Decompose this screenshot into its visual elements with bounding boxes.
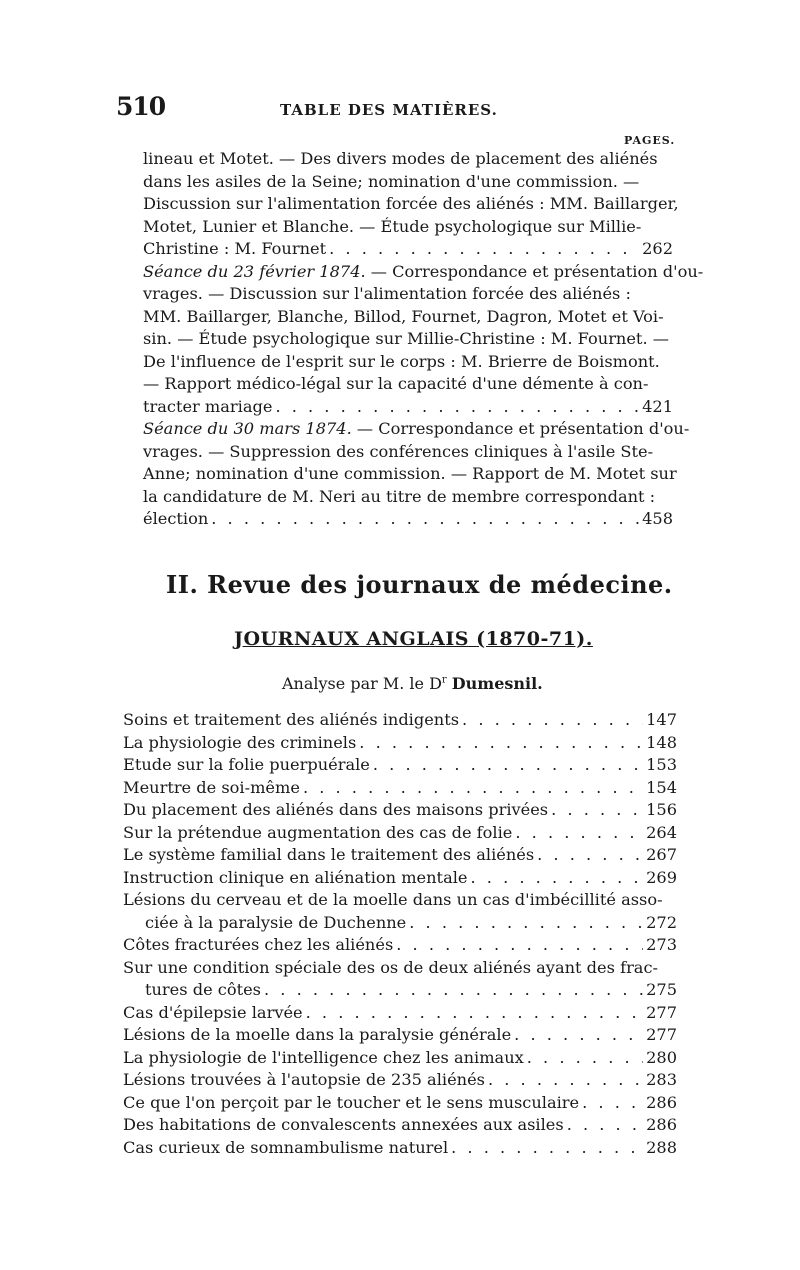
analyst-prefix: Analyse par M. le D — [282, 674, 442, 693]
subheading — [234, 628, 593, 650]
session-text-line: sin. — Étude psychologique sur Millie-Christine : M. Fournet. — — [143, 329, 669, 348]
toc-entry-page: 148 — [646, 732, 677, 752]
toc-entry — [123, 1002, 677, 1025]
toc-entry-page: 286 — [646, 1115, 677, 1135]
toc-entry-line — [123, 1002, 677, 1025]
toc-entry-page: 147 — [646, 710, 677, 729]
session-2-line — [143, 396, 673, 419]
toc-entry — [123, 1047, 677, 1070]
subheading-years: (1870-71). — [476, 628, 593, 650]
session-text-line: Discussion sur l'alimentation forcée des aliénés : MM. Baillarger, — [143, 194, 679, 213]
page-number: 510 — [116, 92, 166, 121]
toc-entry-title: Ce que l'on perçoit par le toucher et le sens musculaire — [123, 1092, 580, 1112]
session-text-line: De l'influence de l'esprit sur le corps : M. Brierre de Boismont. — [143, 351, 660, 371]
toc-entry-page: 277 — [646, 1025, 677, 1045]
toc-entry-title: Cas d'épilepsie larvée — [123, 1002, 303, 1022]
toc-entry-cont-line — [123, 979, 677, 1002]
toc-entry-line — [123, 777, 677, 800]
toc-entry-title: Lésions trouvées à l'autopsie de 235 aliénés — [123, 1070, 485, 1090]
subheading-title: JOURNAUX ANGLAIS — [234, 628, 469, 650]
analyst-line — [282, 674, 543, 693]
session-text-line: Motet, Lunier et Blanche. — Étude psychologique sur Millie- — [143, 216, 642, 236]
toc-entry-page: 154 — [646, 777, 677, 797]
session-date: Séance du 23 février 1874. — [143, 261, 366, 281]
toc-entry — [123, 1092, 677, 1115]
analyst-name: Dumesnil. — [451, 674, 543, 693]
session-text-line: vrages. — Discussion sur l'alimentation forcée des aliénés : — [143, 284, 631, 303]
toc-entry-line — [123, 1137, 677, 1160]
session-intro-text: — Correspondance et présentation d'ou- — [351, 419, 690, 438]
toc-entry-title: La physiologie de l'intelligence chez les animaux — [123, 1047, 524, 1067]
toc-entry-title: Côtes fracturées chez les aliénés — [123, 935, 394, 955]
toc-entry — [123, 732, 677, 755]
toc-entry-title: Instruction clinique en aliénation mentale — [123, 867, 468, 887]
toc-entry-page: 269 — [646, 867, 677, 887]
toc-entry-title: Etude sur la folie puerpuérale — [123, 755, 370, 774]
toc-entry — [123, 1069, 677, 1092]
toc-entry-page: 267 — [646, 845, 677, 864]
toc-entry — [123, 1024, 677, 1047]
section-heading: II. Revue des journaux de médecine. — [166, 570, 673, 599]
dot-leader — [329, 238, 639, 261]
toc-entry-title: Cas curieux de somnambulisme naturel — [123, 1137, 449, 1157]
toc-entry-line — [123, 799, 677, 822]
session-1-line — [143, 238, 673, 261]
session-3-line — [143, 508, 673, 531]
toc-entry — [123, 957, 677, 1002]
session-1-title: Christine : M. Fournet — [143, 239, 327, 258]
dot-leader — [515, 822, 643, 845]
running-head: TABLE DES MATIÈRES. — [280, 101, 498, 119]
toc-entry — [123, 1137, 677, 1160]
toc-entry — [123, 754, 677, 777]
session-date: Séance du 30 mars 1874. — [143, 419, 352, 438]
toc-entry — [123, 709, 677, 732]
dot-leader — [275, 396, 639, 419]
session-text-line: Anne; nomination d'une commission. — Rapport de M. Motet sur — [143, 464, 677, 483]
toc-entry-page: 280 — [646, 1047, 677, 1067]
dot-leader — [462, 709, 643, 732]
toc-entry-page: 283 — [646, 1070, 677, 1090]
session-intro — [143, 418, 690, 441]
toc-entry-cont-page: 275 — [646, 980, 677, 1000]
toc-entry-title: Lésions du cerveau et de la moelle dans un cas d'imbécillité asso- — [123, 890, 663, 909]
toc-entry — [123, 1114, 677, 1137]
toc-entry-title: Le système familial dans le traitement des aliénés — [123, 845, 535, 864]
toc-entry-line — [123, 822, 677, 845]
toc-entry-title: Du placement des aliénés dans des maisons privées — [123, 800, 549, 819]
dot-leader — [359, 732, 643, 755]
dot-leader — [211, 508, 639, 531]
dot-leader — [514, 1024, 643, 1047]
toc-entry-page: 264 — [646, 822, 677, 842]
session-text-line: vrages. — Suppression des conférences cliniques à l'asile Ste- — [143, 441, 654, 461]
toc-entry-title: Sur une condition spéciale des os de deux aliénés ayant des frac- — [123, 957, 658, 977]
toc-entry — [123, 799, 677, 822]
toc-entry — [123, 889, 677, 934]
toc-entry-page: 277 — [646, 1002, 677, 1022]
dot-leader — [264, 979, 643, 1002]
analyst-sup: r — [441, 674, 447, 686]
toc-entry-cont-title: tures de côtes — [145, 980, 261, 1000]
toc-entry-title: Des habitations de convalescents annexées aux asiles — [123, 1115, 564, 1135]
toc-entry-line — [123, 934, 677, 957]
toc-entry-line — [123, 1114, 677, 1137]
toc-entry-line — [123, 754, 677, 777]
toc-entry-line — [123, 867, 677, 890]
toc-entry-title: La physiologie des criminels — [123, 732, 357, 752]
toc-entry-line — [123, 844, 677, 867]
dot-leader — [582, 1092, 643, 1115]
toc-entry-line — [123, 1024, 677, 1047]
toc-entry-title: Meurtre de soi-même — [123, 777, 300, 797]
dot-leader — [306, 1002, 643, 1025]
dot-leader — [567, 1114, 643, 1137]
dot-leader — [537, 844, 643, 867]
session-text-line: lineau et Motet. — Des divers modes de placement des aliénés — [143, 149, 658, 168]
dot-leader — [470, 867, 643, 890]
toc-list — [123, 709, 677, 1159]
session-2-page: 421 — [642, 396, 673, 416]
toc-entry — [123, 822, 677, 845]
session-3-title: élection — [143, 509, 209, 528]
dot-leader — [303, 777, 643, 800]
dot-leader — [373, 754, 643, 777]
session-intro — [143, 261, 704, 284]
toc-entry-title: Lésions de la moelle dans la paralysie générale — [123, 1025, 512, 1045]
toc-entry-line — [123, 732, 677, 755]
dot-leader — [527, 1047, 643, 1070]
toc-entry-cont-page: 272 — [646, 912, 677, 932]
session-text-line: la candidature de M. Neri au titre de membre correspondant : — [143, 486, 656, 506]
toc-entry-cont-title: ciée à la paralysie de Duchenne — [145, 912, 407, 932]
session-1-page: 262 — [642, 239, 673, 258]
toc-entry-line — [123, 1047, 677, 1070]
sessions-block — [143, 148, 704, 531]
session-text-line: MM. Baillarger, Blanche, Billod, Fournet, Dagron, Motet et Voi- — [143, 306, 664, 326]
session-intro-text: — Correspondance et présentation d'ou- — [365, 261, 704, 281]
toc-entry-page: 288 — [646, 1137, 677, 1157]
dot-leader — [451, 1137, 643, 1160]
session-text-line: — Rapport médico-légal sur la capacité d'une démente à con- — [143, 374, 649, 393]
dot-leader — [488, 1069, 643, 1092]
toc-entry — [123, 777, 677, 800]
toc-entry — [123, 844, 677, 867]
dot-leader — [396, 934, 643, 957]
toc-entry-title: Soins et traitement des aliénés indigents — [123, 710, 460, 729]
toc-entry-cont-line — [123, 912, 677, 935]
toc-entry — [123, 934, 677, 957]
session-2-title: tracter mariage — [143, 396, 273, 416]
toc-entry-line — [123, 1069, 677, 1092]
toc-entry-page: 153 — [646, 755, 677, 774]
toc-entry-line — [123, 1092, 677, 1115]
pages-column-label: PAGES. — [624, 134, 676, 147]
toc-entry-page: 286 — [646, 1092, 677, 1112]
session-3-page: 458 — [642, 509, 673, 528]
session-text-line: dans les asiles de la Seine; nomination d'une commission. — — [143, 171, 640, 191]
toc-entry-title: Sur la prétendue augmentation des cas de folie — [123, 822, 513, 842]
dot-leader — [551, 799, 643, 822]
toc-entry — [123, 867, 677, 890]
dot-leader — [409, 912, 643, 935]
toc-entry-page: 273 — [646, 935, 677, 955]
toc-entry-line — [123, 709, 677, 732]
toc-entry-page: 156 — [646, 800, 677, 819]
